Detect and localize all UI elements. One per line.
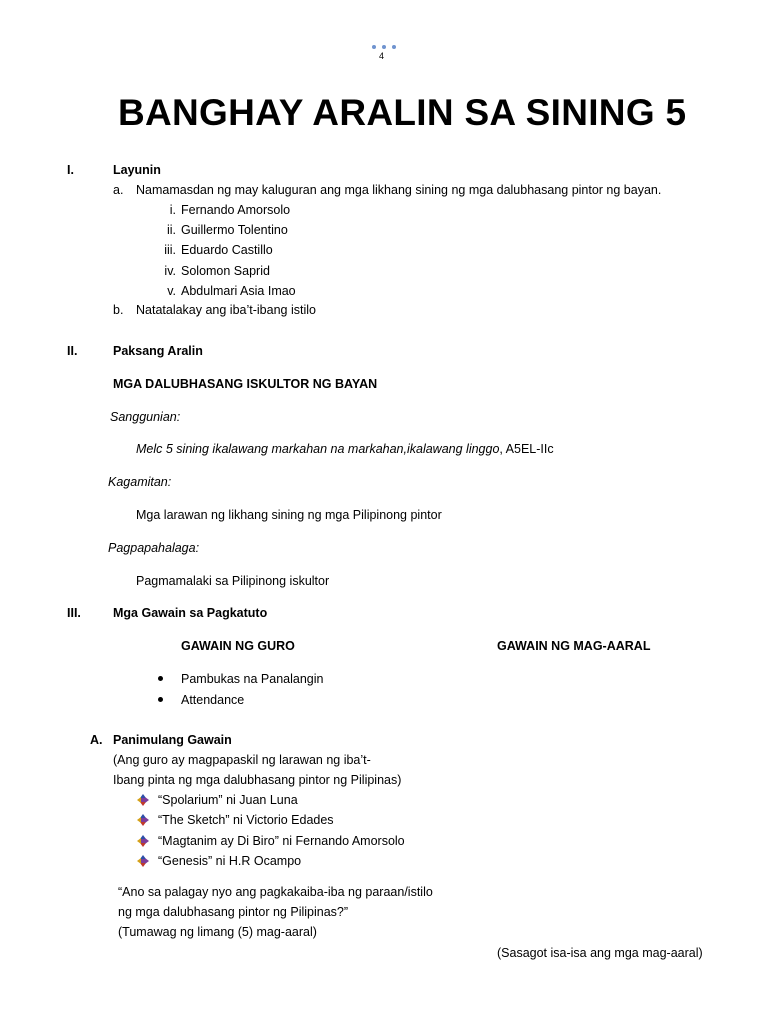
sanggunian-text: Melc 5 sining ikalawang markahan na markahan,ikalawang linggo (136, 442, 500, 456)
artwork-item: “Genesis” ni H.R Ocampo (158, 854, 302, 868)
intro-line-2: Ibang pinta ng mga dalubhasang pintor ng Pilipinas) (113, 773, 402, 787)
pagpapahalaga-text: Pagmamalaki sa Pilipinong iskultor (136, 574, 330, 588)
bullet-icon (158, 676, 163, 681)
kagamitan-text: Mga larawan ng likhang sining ng mga Pilipinong pintor (136, 508, 442, 522)
section-2-heading: Paksang Aralin (113, 344, 203, 358)
question-line-3: (Tumawag ng limang (5) mag-aaral) (118, 925, 317, 939)
sanggunian-line (136, 441, 554, 457)
intro-line-1: (Ang guro ay magpapaskil ng larawan ng iba’t- (113, 753, 371, 767)
section-3-heading: Mga Gawain sa Pagkatuto (113, 606, 268, 620)
pagpapahalaga-label: Pagpapahalaga: (108, 541, 200, 555)
artwork-item: “Magtanim ay Di Biro” ni Fernando Amorsolo (158, 834, 405, 848)
artist-list-item: Solomon Saprid (181, 264, 270, 278)
section-2-number: II. (67, 344, 78, 358)
objective-a-letter: a. (113, 183, 124, 197)
artist-list-number: i. (169, 203, 176, 217)
subsection-a-heading: Panimulang Gawain (113, 733, 232, 747)
artwork-item: “Spolarium” ni Juan Luna (158, 793, 298, 807)
page-title: BANGHAY ARALIN SA SINING 5 (118, 92, 687, 133)
section-3-number: III. (67, 606, 81, 620)
column-header-mag-aaral: GAWAIN NG MAG-AARAL (497, 639, 651, 653)
four-way-arrow-icon (137, 794, 149, 806)
four-way-arrow-icon (137, 855, 149, 867)
question-line-2: ng mga dalubhasang pintor ng Pilipinas?” (118, 905, 349, 919)
kagamitan-label: Kagamitan: (108, 475, 172, 489)
subsection-a-letter: A. (90, 733, 103, 747)
sanggunian-label: Sanggunian: (110, 410, 181, 424)
four-way-arrow-icon (137, 835, 149, 847)
objective-a-text: Namamasdan ng may kaluguran ang mga likhang sining ng mga dalubhasang pintor ng bayan. (136, 183, 662, 197)
objective-b-letter: b. (113, 303, 124, 317)
objective-b-text: Natatalakay ang iba’t-ibang istilo (136, 303, 316, 317)
artist-list-number: v. (167, 284, 176, 298)
student-response: (Sasagot isa-isa ang mga mag-aaral) (497, 946, 703, 960)
column-header-guro: GAWAIN NG GURO (181, 639, 295, 653)
sanggunian-code: , A5EL-IIc (499, 442, 554, 456)
bullet-icon (158, 697, 163, 702)
artist-list-number: iii. (164, 243, 176, 257)
artist-list-number: iv. (164, 264, 176, 278)
four-way-arrow-icon (137, 814, 149, 826)
artist-list-item: Abdulmari Asia Imao (181, 284, 296, 298)
artist-list-item: Guillermo Tolentino (181, 223, 288, 237)
artwork-item: “The Sketch” ni Victorio Edades (158, 813, 334, 827)
question-line-1: “Ano sa palagay nyo ang pagkakaiba-iba ng paraan/istilo (118, 885, 433, 899)
bullet-item: Pambukas na Panalangin (181, 672, 324, 686)
section-1-heading: Layunin (113, 163, 161, 177)
artist-list-item: Eduardo Castillo (181, 243, 273, 257)
page-number: 4 (379, 51, 385, 61)
topic-title: MGA DALUBHASANG ISKULTOR NG BAYAN (113, 377, 378, 391)
bullet-item: Attendance (181, 693, 245, 707)
section-1-number: I. (67, 163, 74, 177)
artist-list-number: ii. (166, 223, 176, 237)
artist-list-item: Fernando Amorsolo (181, 203, 291, 217)
